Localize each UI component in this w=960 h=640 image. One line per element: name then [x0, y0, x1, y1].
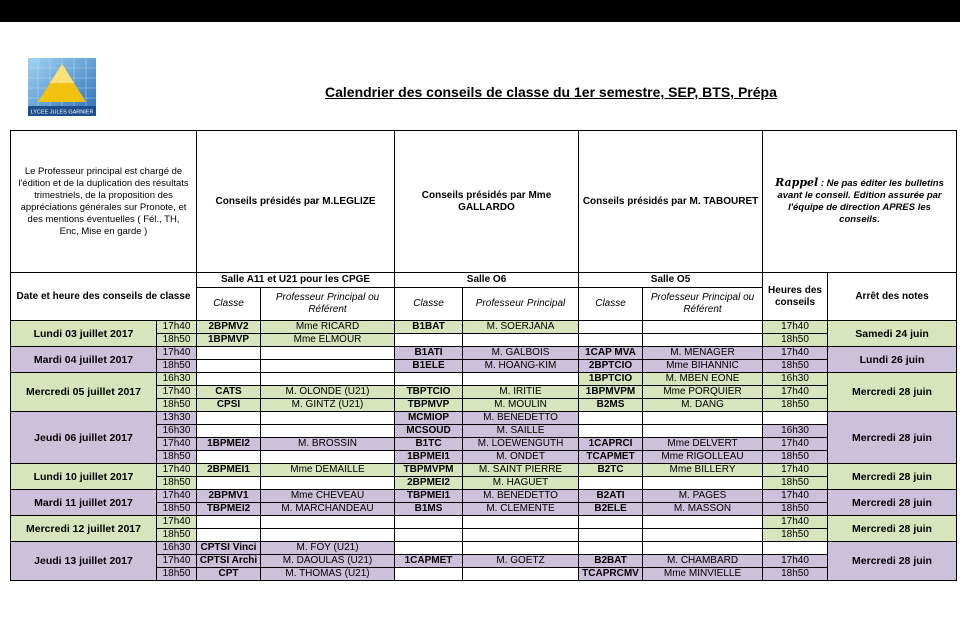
prof-cell-leglize — [261, 425, 395, 438]
time-cell: 17h40 — [157, 516, 197, 529]
prof-cell-gallardo — [463, 334, 579, 347]
classe-cell-tabouret: 1BPTCIO — [579, 373, 643, 386]
prof-cell-gallardo: M. SAILLE — [463, 425, 579, 438]
classe-cell-gallardo: B1BAT — [395, 321, 463, 334]
prof-cell-gallardo: M. CLEMENTE — [463, 503, 579, 516]
time-cell: 18h50 — [157, 529, 197, 542]
prof-cell-gallardo: M. IRITIE — [463, 386, 579, 399]
classe-cell-leglize: 2BPMV1 — [197, 490, 261, 503]
prof-cell-gallardo: M. LOEWENGUTH — [463, 438, 579, 451]
prof-cell-tabouret: M. CHAMBARD — [643, 555, 763, 568]
page-title: Calendrier des conseils de classe du 1er semestre, SEP, BTS, Prépa — [325, 84, 777, 100]
heure-cell — [763, 412, 828, 425]
prof-cell-tabouret — [643, 516, 763, 529]
heure-cell: 18h50 — [763, 360, 828, 373]
schedule-row — [11, 412, 957, 425]
arret-cell: Mercredi 28 juin — [828, 412, 957, 464]
prof-cell-tabouret: M. MASSON — [643, 503, 763, 516]
room-o5: Salle O5 — [579, 273, 763, 288]
classe-cell-leglize — [197, 529, 261, 542]
classe-cell-leglize — [197, 516, 261, 529]
heure-cell: 18h50 — [763, 503, 828, 516]
classe-cell-leglize: 1BPMEI2 — [197, 438, 261, 451]
classe-cell-gallardo: TBPMVPM — [395, 464, 463, 477]
prof-cell-gallardo: M. BENEDETTO — [463, 490, 579, 503]
prof-cell-leglize: M. THOMAS (U21) — [261, 568, 395, 581]
classe-cell-tabouret: TCAPRCMV — [579, 568, 643, 581]
schedule-row — [11, 373, 957, 386]
logo-text: LYCEE JULES GARNIER — [30, 109, 94, 116]
day-label: Mercredi 12 juillet 2017 — [11, 516, 157, 542]
classe-cell-tabouret — [579, 334, 643, 347]
arret-cell: Mercredi 28 juin — [828, 516, 957, 542]
classe-cell-leglize: 1BPMVP — [197, 334, 261, 347]
day-label: Mercredi 05 juillet 2017 — [11, 373, 157, 412]
heure-cell: 16h30 — [763, 373, 828, 386]
school-logo — [28, 58, 96, 116]
intro-note: Le Professeur principal est chargé de l'édition et de la duplication des résultats trimestriels, de la proposition des appréciations générales sur Pronote, et des mentions éventuelles ( Fél., TH, Enc, Mise en garde ) — [11, 131, 197, 273]
arret-cell: Samedi 24 juin — [828, 321, 957, 347]
classe-cell-tabouret — [579, 529, 643, 542]
classe-cell-tabouret — [579, 425, 643, 438]
prof-cell-tabouret — [643, 412, 763, 425]
prof-cell-gallardo: M. SOERJANA — [463, 321, 579, 334]
prof-cell-leglize — [261, 477, 395, 490]
classe-cell-leglize: CATS — [197, 386, 261, 399]
time-cell: 16h30 — [157, 373, 197, 386]
prof-cell-tabouret: M. MENAGER — [643, 347, 763, 360]
prof-cell-tabouret — [643, 425, 763, 438]
time-cell: 18h50 — [157, 451, 197, 464]
prof-cell-gallardo: M. GOETZ — [463, 555, 579, 568]
classe-cell-gallardo: B1ATI — [395, 347, 463, 360]
classe-cell-gallardo: MCSOUD — [395, 425, 463, 438]
classe-cell-gallardo — [395, 334, 463, 347]
arret-cell: Mercredi 28 juin — [828, 490, 957, 516]
prof-cell-gallardo: M. MOULIN — [463, 399, 579, 412]
heure-cell: 18h50 — [763, 399, 828, 412]
prof-cell-leglize: M. BROSSIN — [261, 438, 395, 451]
day-label: Jeudi 13 juillet 2017 — [11, 542, 157, 581]
classe-cell-leglize: CPTSI Archi — [197, 555, 261, 568]
classe-cell-leglize — [197, 373, 261, 386]
classe-cell-gallardo: 2BPMEI2 — [395, 477, 463, 490]
prof-cell-leglize — [261, 529, 395, 542]
prof-cell-leglize — [261, 516, 395, 529]
prof-cell-gallardo — [463, 373, 579, 386]
day-label: Lundi 10 juillet 2017 — [11, 464, 157, 490]
col-pp-ref-3: Professeur Principal ou Référent — [643, 288, 763, 321]
day-label: Mardi 04 juillet 2017 — [11, 347, 157, 373]
classe-cell-leglize: CPT — [197, 568, 261, 581]
schedule-row — [11, 542, 957, 555]
time-cell: 18h50 — [157, 399, 197, 412]
schedule-row — [11, 347, 957, 360]
classe-cell-tabouret — [579, 412, 643, 425]
classe-cell-tabouret: 2BPTCIO — [579, 360, 643, 373]
heure-cell: 17h40 — [763, 438, 828, 451]
time-cell: 18h50 — [157, 360, 197, 373]
prof-cell-tabouret — [643, 334, 763, 347]
classe-cell-tabouret — [579, 477, 643, 490]
prof-cell-gallardo — [463, 529, 579, 542]
date-header: Date et heure des conseils de classe — [11, 273, 197, 321]
time-cell: 17h40 — [157, 386, 197, 399]
heure-cell: 17h40 — [763, 516, 828, 529]
schedule-row — [11, 490, 957, 503]
time-cell: 17h40 — [157, 347, 197, 360]
time-cell: 17h40 — [157, 555, 197, 568]
classe-cell-gallardo: B1TC — [395, 438, 463, 451]
chair-tabouret: Conseils présidés par M. TABOURET — [579, 131, 763, 273]
prof-cell-tabouret — [643, 529, 763, 542]
heure-cell: 17h40 — [763, 490, 828, 503]
arret-header: Arrêt des notes — [828, 273, 957, 321]
prof-cell-gallardo — [463, 542, 579, 555]
classe-cell-tabouret: B2ELE — [579, 503, 643, 516]
heures-header: Heures des conseils — [763, 273, 828, 321]
classe-cell-gallardo: 1BPMEI1 — [395, 451, 463, 464]
rappel-text: : Ne pas éditer les bulletins avant le conseil. Edition assurée par l'équipe de direction APRES les conseils. — [777, 178, 944, 225]
calendar-table — [10, 130, 957, 581]
day-label: Jeudi 06 juillet 2017 — [11, 412, 157, 464]
prof-cell-leglize: Mme ELMOUR — [261, 334, 395, 347]
classe-cell-tabouret — [579, 542, 643, 555]
time-cell: 17h40 — [157, 438, 197, 451]
heure-cell: 18h50 — [763, 451, 828, 464]
prof-cell-gallardo — [463, 568, 579, 581]
col-classe-2: Classe — [395, 288, 463, 321]
prof-cell-tabouret — [643, 321, 763, 334]
classe-cell-tabouret: B2MS — [579, 399, 643, 412]
prof-cell-gallardo: M. SAINT PIERRE — [463, 464, 579, 477]
schedule-row — [11, 516, 957, 529]
classe-cell-leglize — [197, 425, 261, 438]
classe-cell-tabouret — [579, 321, 643, 334]
time-cell: 17h40 — [157, 321, 197, 334]
top-black-bar — [0, 0, 960, 22]
time-cell: 16h30 — [157, 542, 197, 555]
col-classe-1: Classe — [197, 288, 261, 321]
classe-cell-gallardo: B1MS — [395, 503, 463, 516]
prof-cell-tabouret: M. DANG — [643, 399, 763, 412]
classe-cell-tabouret: B2ATI — [579, 490, 643, 503]
prof-cell-gallardo: M. ONDET — [463, 451, 579, 464]
prof-cell-leglize: Mme CHEVEAU — [261, 490, 395, 503]
prof-cell-tabouret: Mme BILLERY — [643, 464, 763, 477]
prof-cell-leglize: M. MARCHANDEAU — [261, 503, 395, 516]
prof-cell-gallardo: M. GALBOIS — [463, 347, 579, 360]
col-pp-2: Professeur Principal — [463, 288, 579, 321]
heure-cell: 18h50 — [763, 529, 828, 542]
time-cell: 16h30 — [157, 425, 197, 438]
classe-cell-tabouret: 1CAPRCI — [579, 438, 643, 451]
prof-cell-gallardo: M. HOANG-KIM — [463, 360, 579, 373]
heure-cell: 17h40 — [763, 347, 828, 360]
classe-cell-tabouret: TCAPMET — [579, 451, 643, 464]
arret-cell: Mercredi 28 juin — [828, 373, 957, 412]
time-cell: 13h30 — [157, 412, 197, 425]
room-o6: Salle O6 — [395, 273, 579, 288]
rappel-word: Rappel — [775, 176, 819, 189]
classe-cell-gallardo — [395, 529, 463, 542]
day-label: Lundi 03 juillet 2017 — [11, 321, 157, 347]
time-cell: 18h50 — [157, 334, 197, 347]
heure-cell: 17h40 — [763, 464, 828, 477]
prof-cell-tabouret — [643, 542, 763, 555]
prof-cell-leglize: M. DAOULAS (U21) — [261, 555, 395, 568]
classe-cell-gallardo — [395, 542, 463, 555]
col-pp-ref-1: Professeur Principal ou Référent — [261, 288, 395, 321]
prof-cell-leglize — [261, 360, 395, 373]
prof-cell-tabouret: Mme MINVIELLE — [643, 568, 763, 581]
classe-cell-leglize: CPSI — [197, 399, 261, 412]
prof-cell-leglize — [261, 373, 395, 386]
heure-cell: 17h40 — [763, 555, 828, 568]
schedule-row — [11, 321, 957, 334]
prof-cell-leglize: M. OLONDE (U21) — [261, 386, 395, 399]
heure-cell — [763, 542, 828, 555]
prof-cell-tabouret — [643, 477, 763, 490]
prof-cell-tabouret: M. MBEN EONE — [643, 373, 763, 386]
classe-cell-tabouret — [579, 516, 643, 529]
classe-cell-leglize: 2BPMEI1 — [197, 464, 261, 477]
prof-cell-leglize — [261, 347, 395, 360]
prof-cell-tabouret: Mme BIHANNIC — [643, 360, 763, 373]
rappel-note — [763, 131, 957, 273]
classe-cell-leglize: 2BPMV2 — [197, 321, 261, 334]
chair-gallardo: Conseils présidés par Mme GALLARDO — [395, 131, 579, 273]
classe-cell-gallardo: TBPTCIO — [395, 386, 463, 399]
time-cell: 18h50 — [157, 568, 197, 581]
classe-cell-leglize — [197, 412, 261, 425]
prof-cell-tabouret: Mme PORQUIER — [643, 386, 763, 399]
prof-cell-tabouret: Mme DELVERT — [643, 438, 763, 451]
classe-cell-gallardo — [395, 516, 463, 529]
heure-cell: 18h50 — [763, 568, 828, 581]
prof-cell-leglize: M. FOY (U21) — [261, 542, 395, 555]
classe-cell-leglize — [197, 477, 261, 490]
time-cell: 18h50 — [157, 503, 197, 516]
arret-cell: Mercredi 28 juin — [828, 464, 957, 490]
prof-cell-tabouret: M. PAGES — [643, 490, 763, 503]
time-cell: 17h40 — [157, 464, 197, 477]
classe-cell-gallardo: MCMIOP — [395, 412, 463, 425]
heure-cell: 18h50 — [763, 334, 828, 347]
classe-cell-leglize — [197, 451, 261, 464]
time-cell: 18h50 — [157, 477, 197, 490]
heure-cell: 17h40 — [763, 386, 828, 399]
arret-cell: Lundi 26 juin — [828, 347, 957, 373]
heure-cell: 16h30 — [763, 425, 828, 438]
classe-cell-tabouret: 1BPMVPM — [579, 386, 643, 399]
heure-cell: 17h40 — [763, 321, 828, 334]
classe-cell-leglize — [197, 360, 261, 373]
classe-cell-tabouret: B2TC — [579, 464, 643, 477]
prof-cell-leglize: M. GINTZ (U21) — [261, 399, 395, 412]
schedule-row — [11, 464, 957, 477]
prof-cell-gallardo — [463, 516, 579, 529]
classe-cell-leglize: TBPMEI2 — [197, 503, 261, 516]
time-cell: 17h40 — [157, 490, 197, 503]
prof-cell-leglize: Mme DEMAILLE — [261, 464, 395, 477]
prof-cell-leglize — [261, 412, 395, 425]
classe-cell-gallardo: TBPMVP — [395, 399, 463, 412]
prof-cell-leglize — [261, 451, 395, 464]
classe-cell-gallardo: TBPMEI1 — [395, 490, 463, 503]
prof-cell-tabouret: Mme RIGOLLEAU — [643, 451, 763, 464]
col-classe-3: Classe — [579, 288, 643, 321]
classe-cell-tabouret: 1CAP MVA — [579, 347, 643, 360]
heure-cell: 18h50 — [763, 477, 828, 490]
arret-cell: Mercredi 28 juin — [828, 542, 957, 581]
prof-cell-gallardo: M. HAGUET — [463, 477, 579, 490]
prof-cell-gallardo: M. BENEDETTO — [463, 412, 579, 425]
classe-cell-gallardo: 1CAPMET — [395, 555, 463, 568]
classe-cell-leglize — [197, 347, 261, 360]
prof-cell-leglize: Mme RICARD — [261, 321, 395, 334]
classe-cell-leglize: CPTSI Vinci — [197, 542, 261, 555]
classe-cell-tabouret: B2BAT — [579, 555, 643, 568]
classe-cell-gallardo: B1ELE — [395, 360, 463, 373]
day-label: Mardi 11 juillet 2017 — [11, 490, 157, 516]
classe-cell-gallardo — [395, 373, 463, 386]
chair-leglize: Conseils présidés par M.LEGLIZE — [197, 131, 395, 273]
classe-cell-gallardo — [395, 568, 463, 581]
room-a11: Salle A11 et U21 pour les CPGE — [197, 273, 395, 288]
